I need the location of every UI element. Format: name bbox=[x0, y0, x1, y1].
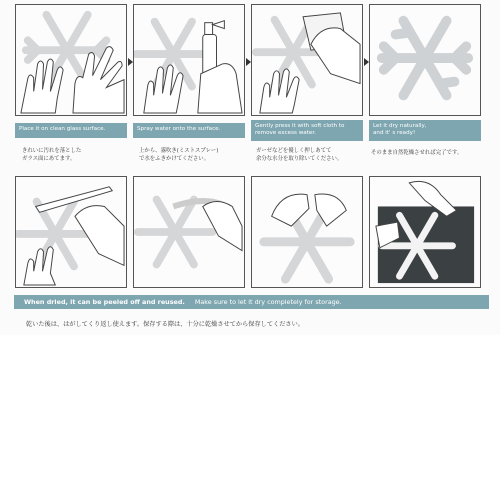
step-2-panel bbox=[133, 4, 245, 116]
step-4-panel bbox=[369, 4, 481, 116]
step-2-jp: 上から、霧吹き(ミストスプレー) で水をふきかけてください。 bbox=[139, 148, 219, 162]
step-4-caption: Let it dry naturally, and it' s ready! bbox=[369, 120, 481, 141]
step-1-caption: Place it on clean glass surface. bbox=[15, 123, 127, 138]
snowflake-icon bbox=[136, 22, 211, 87]
step-2-caption: Spray water onto the surface. bbox=[133, 123, 245, 138]
step-6-panel bbox=[133, 176, 245, 288]
step-7-panel bbox=[251, 176, 363, 288]
reuse-jp: 乾いた後は、はがしてくり返し使えます。保存する際は、十分に乾燥させてから保存してください。 bbox=[26, 321, 304, 328]
snowflake-icon bbox=[138, 200, 213, 265]
step-5-panel bbox=[15, 176, 127, 288]
step-3-jp: ガーゼなどを優しく押しあてて 余分な水分を取り除いてください。 bbox=[256, 148, 343, 162]
step-3-panel bbox=[251, 4, 363, 116]
step-3-caption: Gently press it with soft cloth to remove excess water. bbox=[251, 120, 363, 141]
reuse-caption: When dried, it can be peeled off and reused. Make sure to let it dry completely for storage. bbox=[14, 295, 489, 309]
hand-icon bbox=[203, 202, 242, 251]
step-1-panel bbox=[15, 4, 127, 116]
step-4-jp: そのまま自然乾燥させれば完了です。 bbox=[371, 150, 463, 156]
step-8-panel bbox=[369, 176, 481, 288]
snowflake-icon bbox=[382, 21, 468, 96]
hand-icon bbox=[272, 194, 347, 226]
step-1-jp: きれいに汚れを落とした ガラス面にあてます。 bbox=[22, 148, 82, 162]
